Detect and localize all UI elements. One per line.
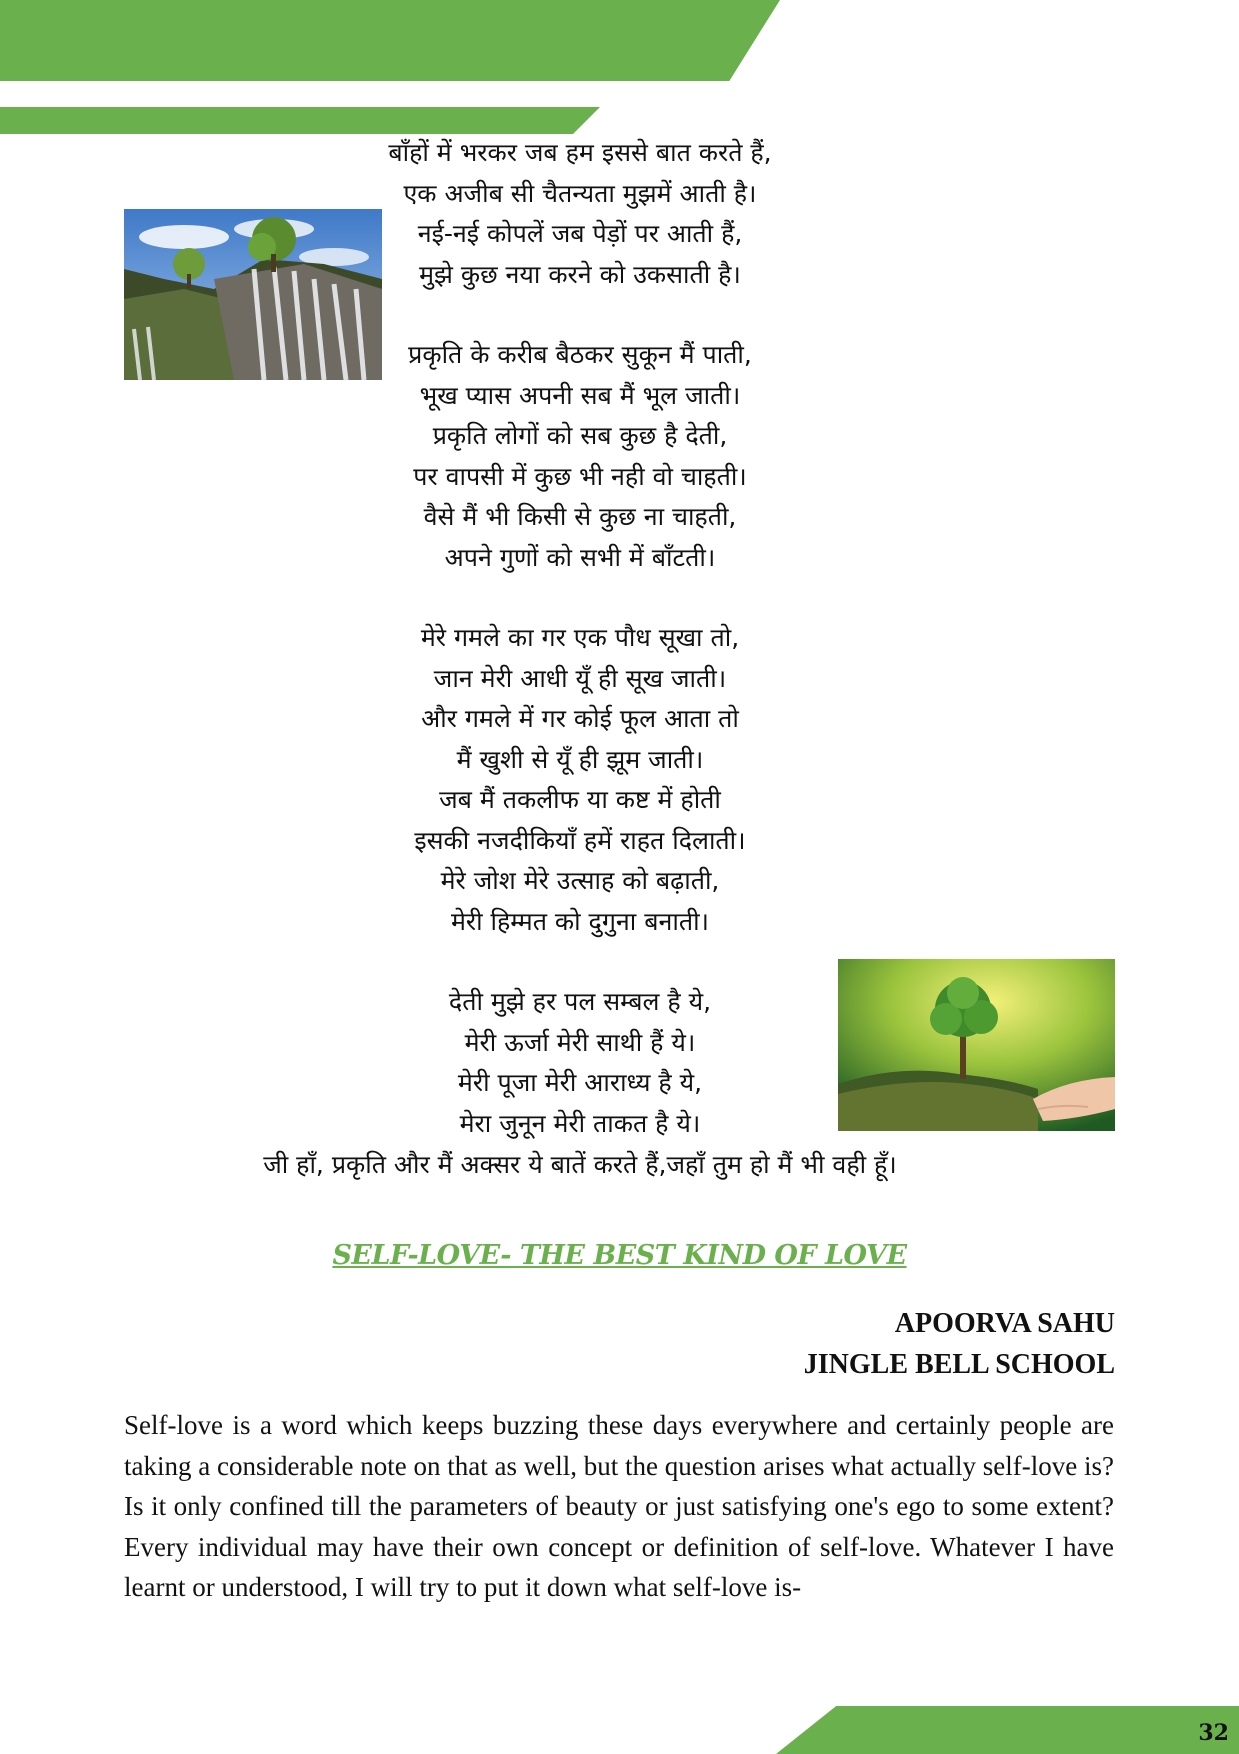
poem-line: पर वापसी में कुछ भी नही वो चाहती। [413, 461, 747, 491]
poem-line: बाँहों में भरकर जब हम इससे बात करते हैं, [388, 138, 772, 167]
header-green-band [0, 0, 780, 81]
poem-line: इसकी नजदीकियाँ हमें राहत दिलाती। [414, 825, 746, 855]
tree-in-hand-photo [838, 959, 1115, 1131]
poem-line: भूख प्यास अपनी सब मैं भूल जाती। [419, 380, 741, 410]
poem-closing-line: जी हाँ, प्रकृति और मैं अक्सर ये बातें करते हैं,जहाँ तुम हो मैं भी वही हूँ। [263, 1150, 897, 1179]
poem-line: देती मुझे हर पल सम्बल है ये, [448, 987, 712, 1016]
poem-line: प्रकृति लोगों को सब कुछ है देती, [432, 421, 728, 450]
poem-line: मेरी हिम्मत को दुगुना बनाती। [450, 906, 710, 936]
author-block [804, 1303, 1115, 1385]
poem-line: प्रकृति के करीब बैठकर सुकून मैं पाती, [408, 340, 752, 369]
poem-line: जान मेरी आधी यूँ ही सूख जाती। [433, 663, 727, 693]
poem-line: मेरी ऊर्जा मेरी साथी हैं ये। [464, 1027, 696, 1057]
article-body: Self-love is a word which keeps buzzing these days everywhere and certainly people are taking a considerable note on that as well, but the question arises what actually self-love is? Is it only confined till the parameters of beauty or just satisfying one's ego to some extent? Every individual may have their own concept or definition of self-love. Whatever I have learnt or understood, I will try to put it down what self-love is- [124, 1410, 1114, 1602]
poem-line: मेरे जोश मेरे उत्साह को बढ़ाती, [440, 866, 720, 895]
author-name: APOORVA SAHU [894, 1308, 1115, 1339]
poem-line: जब मैं तकलीफ या कष्ट में होती [439, 785, 721, 814]
header-green-stripe [0, 107, 600, 134]
poem-line: अपने गुणों को सभी में बाँटती। [444, 542, 716, 572]
poem-line: मुझे कुछ नया करने को उकसाती है। [419, 259, 741, 289]
author-school: JINGLE BELL SCHOOL [803, 1349, 1115, 1380]
footer-green-band [776, 1706, 1239, 1754]
poem-stanza [150, 133, 1010, 295]
poem-line: और गमले में गर कोई फूल आता तो [421, 704, 739, 733]
poem-line: मेरे गमले का गर एक पौध सूखा तो, [420, 623, 740, 652]
poem-line: मेरी पूजा मेरी आराध्य है ये, [457, 1068, 703, 1097]
article-title: SELF-LOVE- THE BEST KIND OF LOVE [332, 1240, 907, 1271]
poem-line: मेरा जुनून मेरी ताकत है ये। [459, 1108, 701, 1138]
poem-stanza [150, 618, 1010, 942]
poem-line: मैं खुशी से यूँ ही झूम जाती। [456, 744, 704, 774]
poem-line: वैसे मैं भी किसी से कुछ ना चाहती, [423, 502, 737, 531]
poem-line: नई-नई कोपलें जब पेड़ों पर आती हैं, [417, 219, 743, 248]
poem-line: एक अजीब सी चैतन्यता मुझमें आती है। [403, 178, 757, 208]
poem-stanza [150, 335, 1010, 578]
page-number: 32 [1198, 1720, 1229, 1746]
